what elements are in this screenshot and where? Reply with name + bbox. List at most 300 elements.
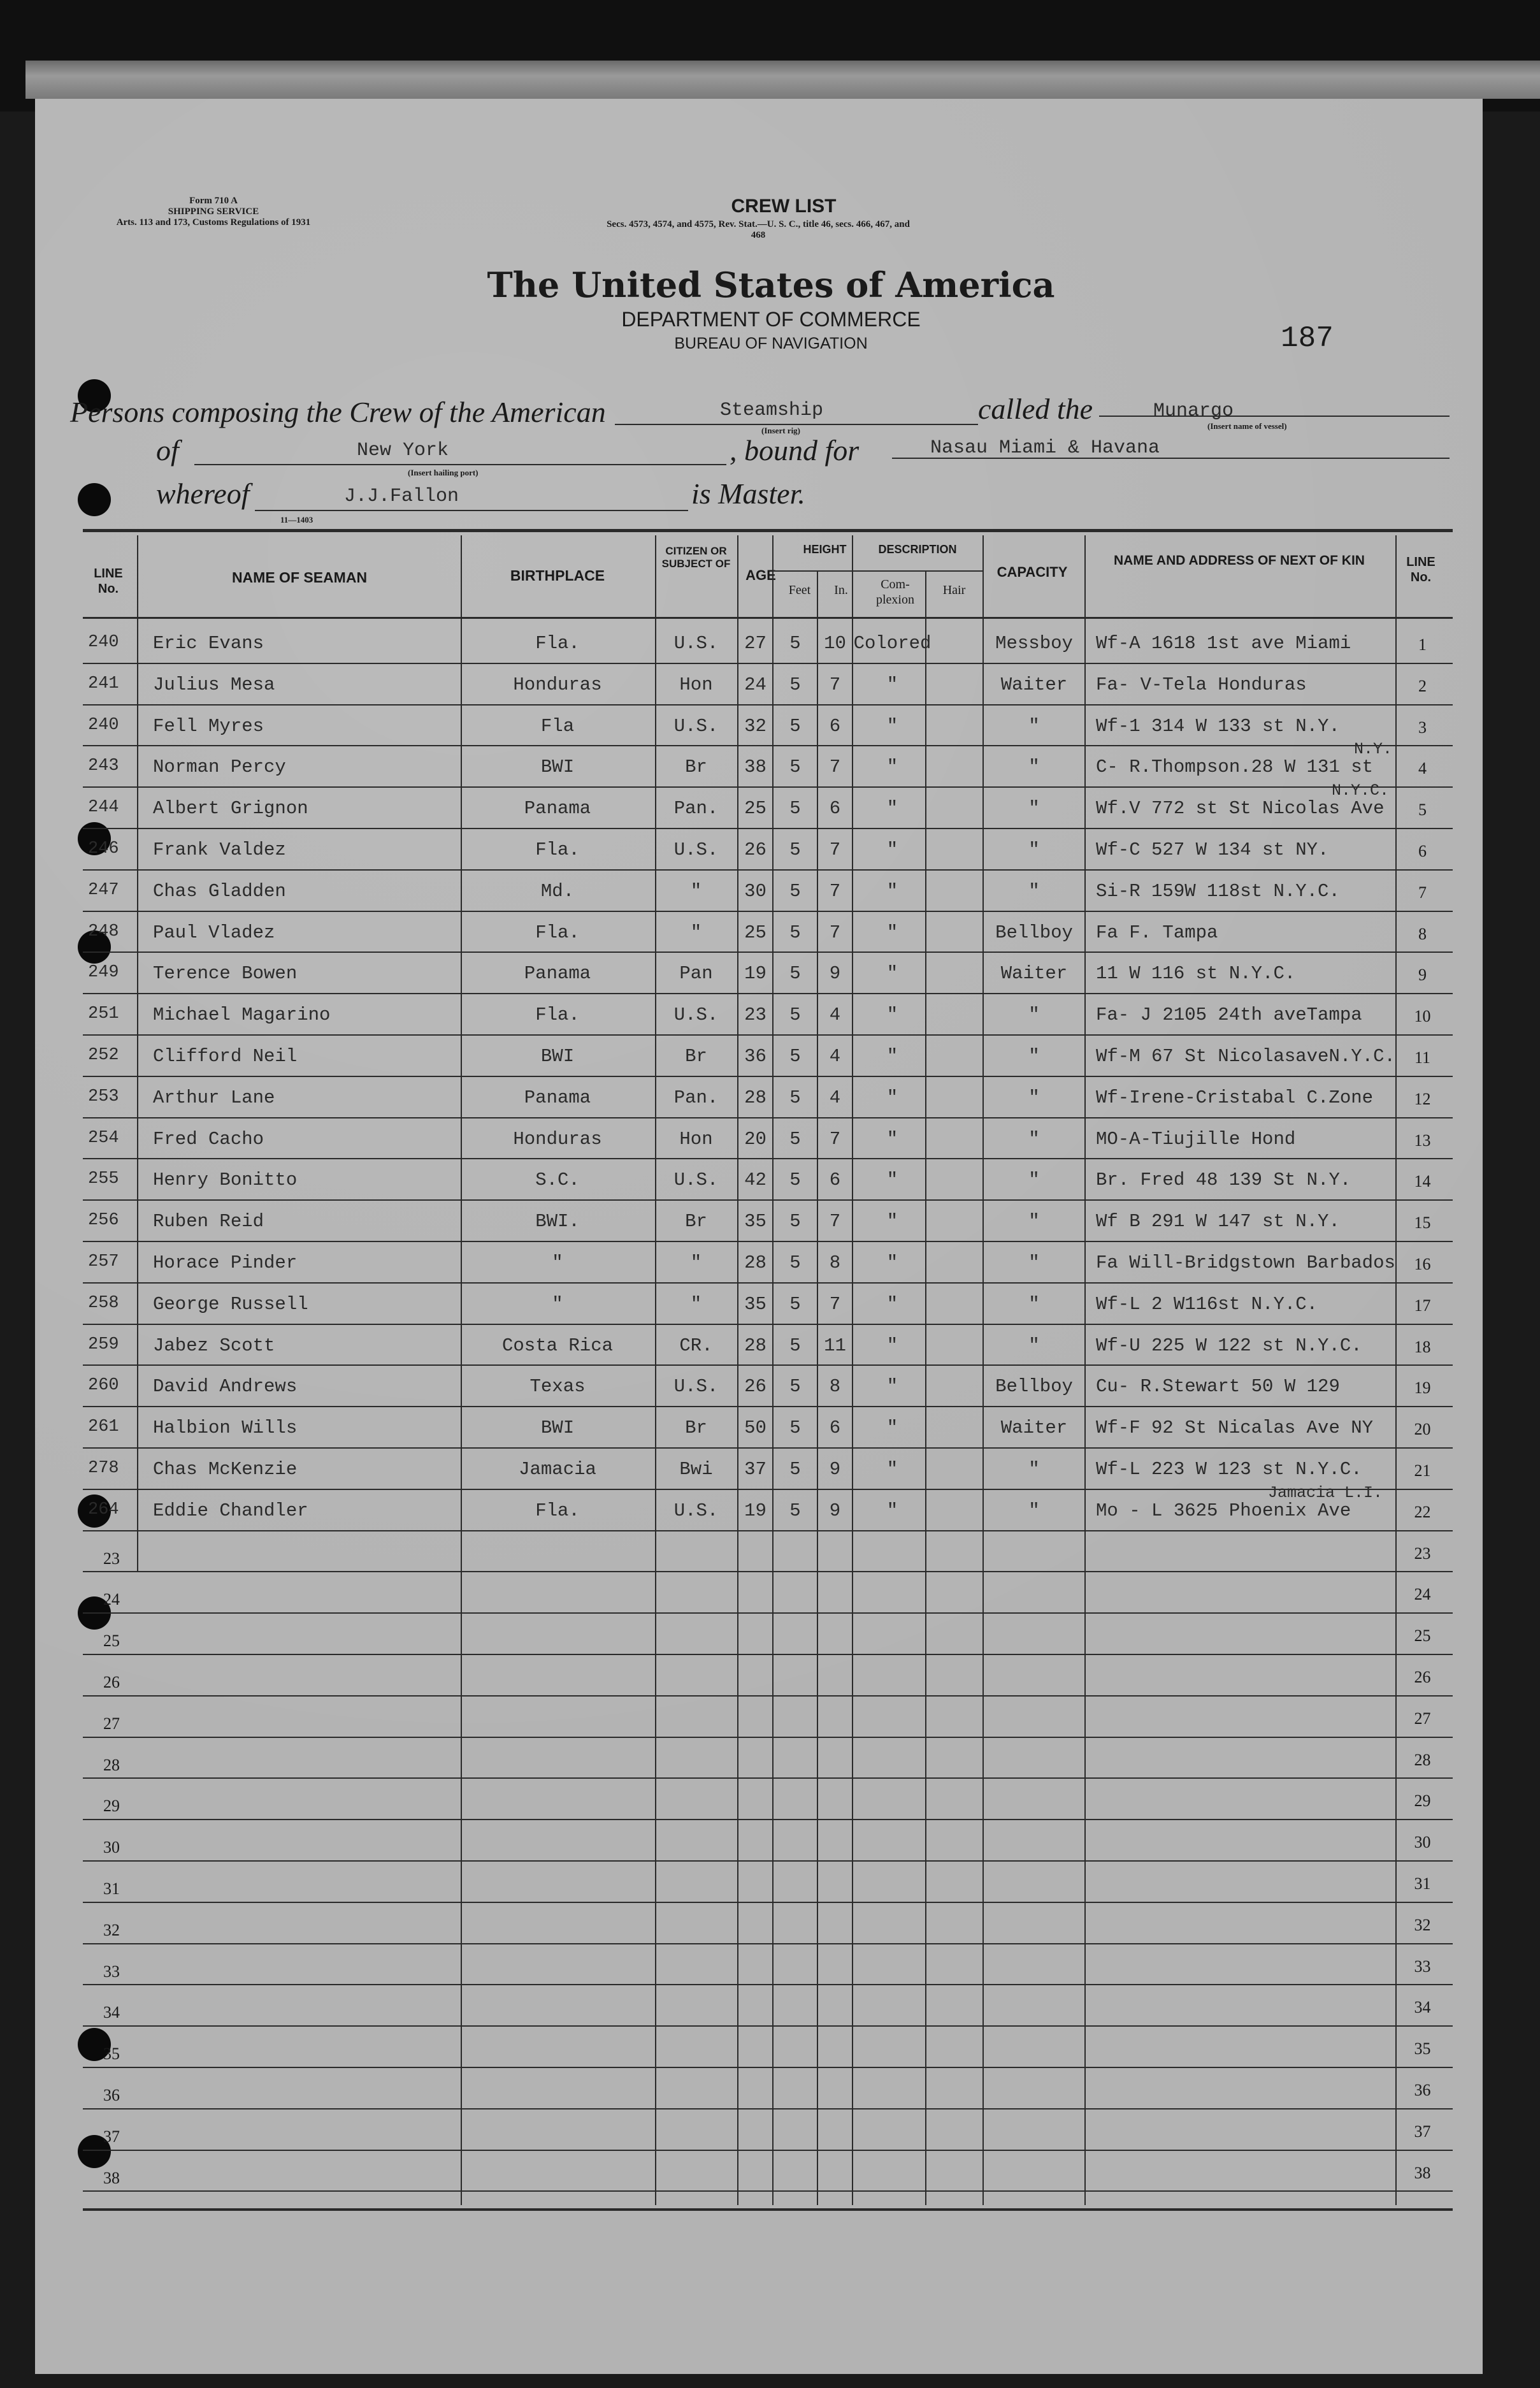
line-number-left: 37 bbox=[103, 2127, 120, 2146]
form-service: SHIPPING SERVICE bbox=[168, 206, 259, 217]
cell-capacity: " bbox=[1028, 1459, 1040, 1480]
cell-inches: 9 bbox=[829, 1459, 841, 1480]
line-number-right: 11 bbox=[1414, 1048, 1431, 1067]
cell-feet: 5 bbox=[789, 1417, 801, 1439]
cell-complexion: " bbox=[886, 798, 898, 820]
cell-capacity: Bellboy bbox=[995, 1376, 1073, 1398]
scanner-top-edge bbox=[0, 0, 1540, 112]
cell-name: Frank Valdez bbox=[153, 839, 286, 860]
cell-kin: Wf-1 314 W 133 st N.Y. bbox=[1096, 715, 1340, 737]
cell-age: 25 bbox=[744, 798, 766, 820]
line-number-right: 8 bbox=[1418, 924, 1427, 943]
cell-complexion: " bbox=[886, 1335, 898, 1356]
cell-birthplace: Fla. bbox=[535, 1004, 580, 1026]
line-number-right: 14 bbox=[1414, 1172, 1431, 1191]
cell-birthplace: Costa Rica bbox=[501, 1335, 614, 1356]
cell-age: 28 bbox=[744, 1335, 766, 1356]
line-number-right: 5 bbox=[1418, 800, 1427, 820]
cell-citizen: Hon bbox=[679, 1128, 713, 1150]
cell-capacity: " bbox=[1028, 1128, 1040, 1150]
col-name-of-seaman: NAME OF SEAMAN bbox=[231, 569, 368, 586]
line-number-left: 24 bbox=[103, 1590, 120, 1609]
row-rule bbox=[83, 1819, 1453, 1820]
col-birthplace: BIRTHPLACE bbox=[510, 567, 605, 584]
cell-citizen: U.S. bbox=[673, 1376, 719, 1398]
cell-capacity: " bbox=[1028, 756, 1040, 778]
line-number-left: 23 bbox=[103, 1549, 120, 1568]
line-number-right: 22 bbox=[1414, 1502, 1431, 1521]
vessel-name: Munargo bbox=[1153, 400, 1234, 422]
cell-birthplace: Fla bbox=[540, 715, 575, 737]
row-rule bbox=[83, 1695, 1453, 1697]
cell-citizen: Hon bbox=[679, 674, 713, 695]
cell-name: Fred Cacho bbox=[153, 1128, 264, 1150]
cell-kin: Wf-L 223 W 123 st N.Y.C. bbox=[1096, 1459, 1362, 1480]
cell-capacity: " bbox=[1028, 1293, 1040, 1315]
row-rule bbox=[83, 1282, 1453, 1284]
cell-kin: Wf-M 67 St NicolasaveN.Y.C. bbox=[1096, 1046, 1395, 1067]
cell-citizen: Bwi bbox=[679, 1459, 713, 1480]
cell-inches: 9 bbox=[829, 963, 841, 985]
cell-inches: 7 bbox=[829, 922, 841, 943]
cell-inches: 7 bbox=[829, 674, 841, 695]
cell-complexion: " bbox=[886, 1046, 898, 1067]
cell-name: Julius Mesa bbox=[153, 674, 275, 695]
cell-complexion: " bbox=[886, 1004, 898, 1026]
line-number-right: 28 bbox=[1414, 1750, 1431, 1769]
col-inches: In. bbox=[834, 583, 848, 597]
cell-birthplace: Md. bbox=[540, 880, 575, 902]
destination: Nasau Miami & Havana bbox=[930, 437, 1160, 459]
vessel-hint: (Insert name of vessel) bbox=[1207, 421, 1287, 431]
seaman-id: 264 bbox=[88, 1500, 119, 1519]
port-hint: (Insert hailing port) bbox=[408, 468, 479, 477]
line-number-left: 25 bbox=[103, 1632, 120, 1651]
cell-name: Chas McKenzie bbox=[153, 1459, 298, 1480]
cell-inches: 8 bbox=[829, 1376, 841, 1398]
caption-called: called the bbox=[978, 393, 1093, 425]
cell-age: 32 bbox=[744, 715, 766, 737]
cell-age: 26 bbox=[744, 839, 766, 860]
col-hair: Hair bbox=[942, 583, 966, 597]
cell-capacity: " bbox=[1028, 1252, 1040, 1273]
row-rule bbox=[83, 1984, 1453, 1985]
cell-age: 35 bbox=[744, 1211, 766, 1233]
cell-birthplace: Fla. bbox=[535, 1500, 580, 1521]
line-number-left: 35 bbox=[103, 2044, 120, 2064]
cell-name: David Andrews bbox=[153, 1376, 298, 1398]
line-number-right: 31 bbox=[1414, 1874, 1431, 1893]
cell-feet: 5 bbox=[789, 1087, 801, 1108]
cell-capacity: " bbox=[1028, 715, 1040, 737]
row-rule bbox=[83, 2108, 1453, 2109]
kin-overflow-note: N.Y. bbox=[1354, 740, 1393, 759]
seaman-id: 253 bbox=[88, 1087, 119, 1106]
cell-capacity: " bbox=[1028, 880, 1040, 902]
cell-birthplace: BWI bbox=[540, 1046, 575, 1067]
cell-kin: C- R.Thompson.28 W 131 st bbox=[1096, 756, 1374, 778]
cell-citizen: Pan. bbox=[673, 798, 719, 820]
cell-feet: 5 bbox=[789, 715, 801, 737]
cell-kin: Wf.V 772 st St Nicolas Ave bbox=[1096, 798, 1385, 820]
row-rule bbox=[83, 1860, 1453, 1862]
cell-age: 42 bbox=[744, 1169, 766, 1191]
binding-strip bbox=[25, 61, 1540, 99]
line-number-right: 19 bbox=[1414, 1379, 1431, 1398]
rig-hint: (Insert rig) bbox=[761, 426, 801, 435]
row-rule bbox=[83, 1034, 1453, 1036]
cell-complexion: " bbox=[886, 1417, 898, 1439]
document-title: CREW LIST bbox=[731, 196, 837, 217]
cell-capacity: Waiter bbox=[1000, 1417, 1068, 1439]
grid-vline bbox=[737, 535, 738, 2205]
cell-capacity: " bbox=[1028, 1087, 1040, 1108]
cell-citizen: U.S. bbox=[673, 1004, 719, 1026]
line-number-right: 36 bbox=[1414, 2081, 1431, 2099]
line-number-right: 9 bbox=[1418, 966, 1427, 985]
cell-feet: 5 bbox=[789, 1169, 801, 1191]
row-rule bbox=[83, 1530, 1453, 1531]
cell-birthplace: " bbox=[552, 1252, 563, 1273]
cell-kin: Wf B 291 W 147 st N.Y. bbox=[1096, 1211, 1340, 1233]
cell-capacity: " bbox=[1028, 1335, 1040, 1356]
punch-hole bbox=[78, 483, 111, 516]
row-rule bbox=[83, 828, 1453, 829]
row-rule bbox=[83, 1447, 1453, 1449]
line-number-left: 34 bbox=[103, 2003, 120, 2022]
kin-overflow-note: Jamacia L.I. bbox=[1268, 1483, 1383, 1502]
cell-age: 20 bbox=[744, 1128, 766, 1150]
seaman-id: 256 bbox=[88, 1211, 119, 1231]
line-number-left: 32 bbox=[103, 1920, 120, 1939]
row-rule bbox=[83, 1076, 1453, 1077]
row-rule bbox=[83, 869, 1453, 871]
line-number-right: 38 bbox=[1414, 2163, 1431, 2182]
page-number: 187 bbox=[1281, 322, 1334, 355]
cell-kin: Wf-L 2 W116st N.Y.C. bbox=[1096, 1293, 1318, 1315]
cell-name: George Russell bbox=[153, 1293, 308, 1315]
cell-name: Clifford Neil bbox=[153, 1046, 298, 1067]
cell-feet: 5 bbox=[789, 1500, 801, 1521]
cell-feet: 5 bbox=[789, 922, 801, 943]
cell-inches: 7 bbox=[829, 756, 841, 778]
grid-vline bbox=[461, 535, 462, 2205]
cell-feet: 5 bbox=[789, 1252, 801, 1273]
line-number-right: 33 bbox=[1414, 1957, 1431, 1976]
seaman-id: 241 bbox=[88, 674, 119, 693]
seaman-id: 248 bbox=[88, 922, 119, 941]
cell-citizen: Br bbox=[685, 1211, 707, 1233]
cell-inches: 7 bbox=[829, 1293, 841, 1315]
row-rule bbox=[83, 1489, 1453, 1490]
col-complexion: Com- plexion bbox=[876, 577, 914, 607]
line-number-right: 24 bbox=[1414, 1585, 1431, 1604]
col-description: DESCRIPTION bbox=[878, 543, 957, 556]
cell-citizen: " bbox=[690, 1293, 702, 1315]
line-number-right: 35 bbox=[1414, 2039, 1431, 2059]
grid-vline bbox=[982, 535, 984, 2205]
cell-complexion: " bbox=[886, 756, 898, 778]
cell-age: 50 bbox=[744, 1417, 766, 1439]
seaman-id: 258 bbox=[88, 1293, 119, 1313]
line-number-right: 27 bbox=[1414, 1709, 1431, 1728]
form-number: Form 710 A bbox=[189, 196, 238, 206]
line-number-right: 6 bbox=[1418, 842, 1427, 860]
cell-name: Henry Bonitto bbox=[153, 1169, 298, 1191]
cell-inches: 8 bbox=[829, 1252, 841, 1273]
row-rule bbox=[83, 1777, 1453, 1779]
cell-birthplace: BWI. bbox=[535, 1211, 580, 1233]
vessel-fill-line bbox=[1099, 416, 1450, 417]
grid-vline bbox=[1084, 535, 1086, 2205]
line-number-right: 23 bbox=[1414, 1544, 1431, 1563]
cell-birthplace: BWI bbox=[540, 756, 575, 778]
grid-vline bbox=[655, 535, 656, 2205]
line-number-right: 10 bbox=[1414, 1007, 1431, 1026]
cell-complexion: " bbox=[886, 1128, 898, 1150]
grid-vline bbox=[772, 535, 774, 2205]
cell-inches: 6 bbox=[829, 1169, 841, 1191]
cell-capacity: " bbox=[1028, 1500, 1040, 1521]
cell-age: 28 bbox=[744, 1252, 766, 1273]
cell-age: 19 bbox=[744, 1500, 766, 1521]
cell-kin: Fa F. Tampa bbox=[1096, 922, 1218, 943]
line-number-right: 13 bbox=[1414, 1131, 1431, 1150]
seaman-id: 251 bbox=[88, 1004, 119, 1024]
cell-capacity: Messboy bbox=[995, 633, 1073, 654]
row-rule bbox=[83, 911, 1453, 912]
country-heading: The United States of America bbox=[487, 264, 1055, 305]
statute-reference: Secs. 4573, 4574, and 4575, Rev. Stat.—U. S. C., title 46, secs. 466, 467, and 468 bbox=[607, 219, 910, 240]
cell-inches: 7 bbox=[829, 1128, 841, 1150]
cell-age: 38 bbox=[744, 756, 766, 778]
cell-feet: 5 bbox=[789, 674, 801, 695]
cell-feet: 5 bbox=[789, 1459, 801, 1480]
line-number-right: 2 bbox=[1418, 676, 1427, 695]
line-number-right: 16 bbox=[1414, 1255, 1431, 1273]
row-rule bbox=[83, 1902, 1453, 1903]
cell-capacity: " bbox=[1028, 1169, 1040, 1191]
seaman-id: 252 bbox=[88, 1046, 119, 1065]
cell-kin: Fa- V-Tela Honduras bbox=[1096, 674, 1307, 695]
cell-birthplace: Panama bbox=[524, 1087, 591, 1108]
row-rule bbox=[83, 1406, 1453, 1407]
cell-citizen: Pan. bbox=[673, 1087, 719, 1108]
cell-name: Chas Gladden bbox=[153, 880, 286, 902]
cell-name: Jabez Scott bbox=[153, 1335, 275, 1356]
cell-citizen: " bbox=[690, 1252, 702, 1273]
cell-birthplace: Fla. bbox=[535, 922, 580, 943]
line-number-right: 7 bbox=[1418, 883, 1427, 902]
caption-of: of bbox=[156, 434, 179, 467]
cell-birthplace: " bbox=[552, 1293, 563, 1315]
cell-inches: 4 bbox=[829, 1087, 841, 1108]
seaman-id: 261 bbox=[88, 1417, 119, 1437]
cell-inches: 7 bbox=[829, 1211, 841, 1233]
cell-complexion: " bbox=[886, 839, 898, 860]
cell-name: Norman Percy bbox=[153, 756, 286, 778]
line-number-right: 32 bbox=[1414, 1915, 1431, 1934]
line-number-left: 36 bbox=[103, 2086, 120, 2104]
cell-capacity: " bbox=[1028, 798, 1040, 820]
cell-citizen: Br bbox=[685, 1046, 707, 1067]
cell-kin: Fa- J 2105 24th aveTampa bbox=[1096, 1004, 1362, 1026]
grid-vline bbox=[1395, 535, 1397, 2205]
cell-name: Horace Pinder bbox=[153, 1252, 298, 1273]
cell-age: 35 bbox=[744, 1293, 766, 1315]
bureau-heading: BUREAU OF NAVIGATION bbox=[674, 335, 868, 352]
line-number-right: 4 bbox=[1418, 759, 1427, 778]
line-number-left: 29 bbox=[103, 1797, 120, 1816]
seaman-id: 240 bbox=[88, 715, 119, 735]
cell-feet: 5 bbox=[789, 1128, 801, 1150]
cell-feet: 5 bbox=[789, 1004, 801, 1026]
rig-fill-line bbox=[615, 424, 978, 425]
line-number-right: 20 bbox=[1414, 1420, 1431, 1439]
seaman-id: 249 bbox=[88, 963, 119, 983]
row-rule bbox=[83, 1117, 1453, 1118]
cell-kin: Wf-C 527 W 134 st NY. bbox=[1096, 839, 1329, 860]
cell-name: Albert Grignon bbox=[153, 798, 308, 820]
cell-citizen: U.S. bbox=[673, 633, 719, 654]
cell-age: 24 bbox=[744, 674, 766, 695]
cell-capacity: Bellboy bbox=[995, 922, 1073, 943]
cell-name: Ruben Reid bbox=[153, 1211, 264, 1233]
master-name: J.J.Fallon bbox=[344, 486, 459, 507]
cell-age: 36 bbox=[744, 1046, 766, 1067]
row-rule bbox=[83, 786, 1453, 788]
seaman-id: 247 bbox=[88, 880, 119, 900]
row-rule bbox=[83, 1199, 1453, 1201]
row-rule bbox=[83, 2025, 1453, 2027]
header-bottom-rule bbox=[83, 617, 1453, 619]
table-top-rule bbox=[83, 529, 1453, 532]
port-fill-line bbox=[194, 464, 726, 465]
cell-capacity: " bbox=[1028, 1046, 1040, 1067]
cell-complexion: " bbox=[886, 880, 898, 902]
cell-name: Terence Bowen bbox=[153, 963, 298, 985]
cell-citizen: U.S. bbox=[673, 1169, 719, 1191]
cell-inches: 7 bbox=[829, 880, 841, 902]
cell-citizen: " bbox=[690, 880, 702, 902]
rig-value: Steamship bbox=[720, 400, 824, 421]
department-heading: DEPARTMENT OF COMMERCE bbox=[621, 308, 921, 331]
cell-birthplace: Panama bbox=[524, 963, 591, 985]
cell-feet: 5 bbox=[789, 839, 801, 860]
cell-age: 26 bbox=[744, 1376, 766, 1398]
line-number-left: 33 bbox=[103, 1962, 120, 1981]
kin-overflow-note: N.Y.C. bbox=[1332, 781, 1390, 800]
cell-capacity: " bbox=[1028, 1004, 1040, 1026]
line-number-right: 12 bbox=[1414, 1089, 1431, 1108]
caption-bound-for: , bound for bbox=[730, 434, 860, 467]
col-line-no: LINE No. bbox=[94, 567, 123, 596]
line-number-right: 30 bbox=[1414, 1833, 1431, 1852]
seaman-id: 278 bbox=[88, 1459, 119, 1478]
cell-kin: Mo - L 3625 Phoenix Ave bbox=[1096, 1500, 1351, 1521]
grid-vline bbox=[852, 535, 853, 2205]
row-rule bbox=[83, 1612, 1453, 1614]
seaman-id: 255 bbox=[88, 1169, 119, 1189]
col-height: HEIGHT bbox=[803, 543, 847, 556]
line-number-right: 21 bbox=[1414, 1461, 1431, 1480]
cell-age: 27 bbox=[744, 633, 766, 654]
cell-complexion: Colored bbox=[853, 633, 932, 654]
line-number-right: 34 bbox=[1414, 1998, 1431, 2017]
cell-complexion: " bbox=[886, 1459, 898, 1480]
cell-feet: 5 bbox=[789, 756, 801, 778]
seaman-id: 257 bbox=[88, 1252, 119, 1271]
row-rule bbox=[83, 1737, 1453, 1738]
line-number-left: 28 bbox=[103, 1755, 120, 1774]
line-number-left: 26 bbox=[103, 1673, 120, 1691]
line-number-left: 27 bbox=[103, 1714, 120, 1733]
row-rule bbox=[83, 1943, 1453, 1944]
cell-feet: 5 bbox=[789, 1376, 801, 1398]
cell-name: Michael Magarino bbox=[153, 1004, 331, 1026]
line-number-right: 17 bbox=[1414, 1296, 1431, 1315]
cell-inches: 10 bbox=[824, 633, 846, 654]
cell-age: 37 bbox=[744, 1459, 766, 1480]
cell-feet: 5 bbox=[789, 1211, 801, 1233]
cell-citizen: U.S. bbox=[673, 715, 719, 737]
cell-citizen: Br bbox=[685, 756, 707, 778]
cell-feet: 5 bbox=[789, 1046, 801, 1067]
line-number-right: 15 bbox=[1414, 1213, 1431, 1233]
row-rule bbox=[83, 2190, 1453, 2192]
description-subrule bbox=[852, 570, 982, 572]
row-rule bbox=[83, 2067, 1453, 2068]
cell-age: 25 bbox=[744, 922, 766, 943]
line-number-right: 37 bbox=[1414, 2122, 1431, 2141]
row-rule bbox=[83, 1364, 1453, 1366]
cell-feet: 5 bbox=[789, 633, 801, 654]
hailing-port: New York bbox=[357, 440, 449, 461]
cell-name: Eric Evans bbox=[153, 633, 264, 654]
cell-complexion: " bbox=[886, 674, 898, 695]
caption-whereof: whereof bbox=[156, 477, 250, 510]
cell-birthplace: Texas bbox=[529, 1376, 586, 1398]
cell-kin: Wf-F 92 St Nicalas Ave NY bbox=[1096, 1417, 1374, 1439]
line-number-right: 3 bbox=[1418, 718, 1427, 737]
cell-name: Eddie Chandler bbox=[153, 1500, 308, 1521]
caption-persons: Persons composing the Crew of the American bbox=[70, 396, 606, 428]
cell-name: Arthur Lane bbox=[153, 1087, 275, 1108]
cell-capacity: " bbox=[1028, 1211, 1040, 1233]
row-rule bbox=[83, 1571, 1453, 1572]
line-number-right: 29 bbox=[1414, 1791, 1431, 1811]
cell-capacity: Waiter bbox=[1000, 963, 1068, 985]
cell-feet: 5 bbox=[789, 1293, 801, 1315]
cell-age: 23 bbox=[744, 1004, 766, 1026]
line-number-right: 1 bbox=[1418, 635, 1427, 654]
cell-complexion: " bbox=[886, 1169, 898, 1191]
cell-capacity: " bbox=[1028, 839, 1040, 860]
cell-birthplace: Honduras bbox=[513, 1128, 602, 1150]
form-identifier bbox=[86, 196, 341, 228]
cell-kin: Si-R 159W 118st N.Y.C. bbox=[1096, 880, 1340, 902]
cell-capacity: Waiter bbox=[1000, 674, 1068, 695]
cell-kin: Fa Will-Bridgstown Barbados bbox=[1096, 1252, 1395, 1273]
row-rule bbox=[83, 952, 1453, 953]
cell-feet: 5 bbox=[789, 963, 801, 985]
seaman-id: 259 bbox=[88, 1335, 119, 1354]
col-citizen: CITIZEN OR SUBJECT OF bbox=[661, 545, 731, 570]
form-arts: Arts. 113 and 173, Customs Regulations of 1931 bbox=[116, 217, 311, 228]
row-rule bbox=[83, 663, 1453, 664]
print-code: 11—1403 bbox=[280, 515, 313, 525]
cell-complexion: " bbox=[886, 1376, 898, 1398]
